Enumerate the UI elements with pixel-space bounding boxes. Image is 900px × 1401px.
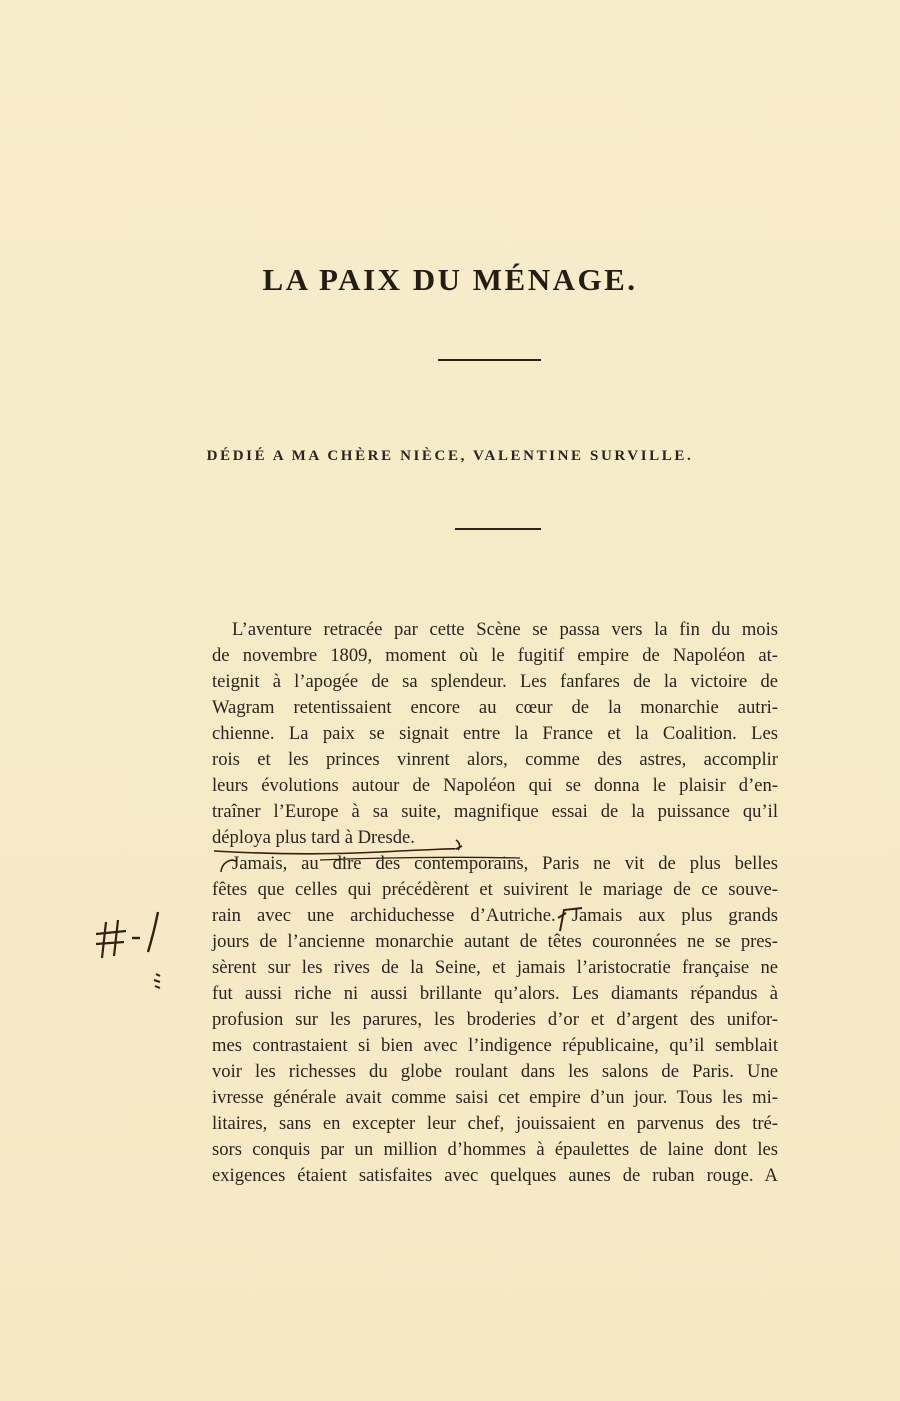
dedication: DÉDIÉ A MA CHÈRE NIÈCE, VALENTINE SURVILLE. [206,448,694,464]
text-line: Wagram retentissaient encore au cœur de la monarchie autri- [212,697,778,718]
text-line: de novembre 1809, moment où le fugitif empire de Napoléon at- [212,645,778,666]
text-line: profusion sur les parures, les broderies d’or et d’argent des unifor- [212,1009,778,1030]
margin-note [92,900,172,1000]
text-line: sèrent sur les rives de la Seine, et jamais l’aristocratie française ne [212,957,778,978]
paragraph-mark [560,908,582,931]
text-line: Jamais, au dire des contemporains, Paris ne vit de plus belles [232,853,778,874]
text-line: déploya plus tard à Dresde. [212,827,415,848]
text-line: mes contrastaient si bien avec l’indigence républicaine, qu’il semblait [212,1035,778,1056]
underline-mark [214,846,462,854]
text-line: fut aussi riche ni aussi brillante qu’alors. Les diamants répandus à [212,983,778,1004]
paragraph-mark [221,860,236,872]
text-line: rois et les princes vinrent alors, comme des astres, accomplir [212,749,778,770]
text-line: fêtes que celles qui précédèrent et suivirent le mariage de ce souve- [212,879,778,900]
underline-mark [320,857,520,860]
text-line: voir les richesses du globe roulant dans les salons de Paris. Une [212,1061,778,1082]
text-line: rain avec une archiduchesse d’Autriche. Jamais aux plus grands [212,905,778,926]
text-line: chienne. La paix se signait entre la France et la Coalition. Les [212,723,778,744]
text-line: leurs évolutions autour de Napoléon qui se donna le plaisir d’en- [212,775,778,796]
text-line: litaires, sans en excepter leur chef, jouissaient en parvenus des tré- [212,1113,778,1134]
text-line: teignit à l’apogée de sa splendeur. Les fanfares de la victoire de [212,671,778,692]
text-line: sors conquis par un million d’hommes à épaulettes de laine dont les [212,1139,778,1160]
text-line: ivresse générale avait comme saisi cet empire d’un jour. Tous les mi- [212,1087,778,1108]
text-line: L’aventure retracée par cette Scène se passa vers la fin du mois [232,619,778,640]
text-line: exigences étaient satisfaites avec quelques aunes de ruban rouge. A [212,1165,778,1186]
page-title: LA PAIX DU MÉNAGE. [262,262,638,297]
text-line: traîner l’Europe à sa suite, magnifique essai de la puissance qu’il [212,801,778,822]
text-line: jours de l’ancienne monarchie autant de têtes couronnées ne se pres- [212,931,778,952]
